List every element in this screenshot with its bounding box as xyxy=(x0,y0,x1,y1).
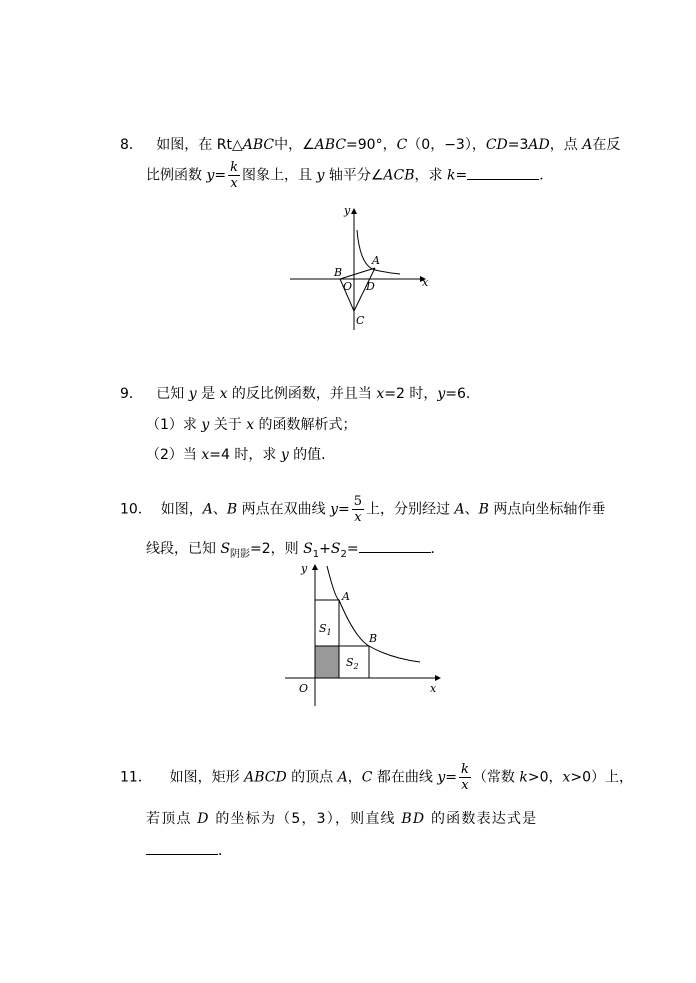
q8-label-C: C xyxy=(356,314,365,327)
q10-label-A: A xyxy=(342,590,350,603)
q10-y-arrow xyxy=(312,564,318,570)
q8-label-x: x xyxy=(422,276,429,289)
q8-y-arrow xyxy=(351,208,357,214)
q10-label-O: O xyxy=(299,682,309,695)
q8-answer-blank[interactable] xyxy=(467,165,539,180)
q10-fraction: $\frac{5}{x}$ xyxy=(353,494,362,525)
q10-curve xyxy=(327,566,420,662)
q10-label-S1: $S_1$ xyxy=(319,622,332,637)
q10-figure xyxy=(285,558,455,708)
q8-figure xyxy=(280,200,440,340)
q9-line1: 9． 已知 y 是 x 的反比例函数，并且当 x=2 时，y=6． xyxy=(120,386,480,402)
q10-x-arrow xyxy=(435,675,441,681)
q11-line1: 11． 如图，矩形 ABCD 的顶点 A，C 都在曲线 y= $\frac{k}{x}$ （常数 k>0，x>0）上， xyxy=(120,762,634,793)
q9-number: 9． xyxy=(120,386,143,402)
q8-line1: 8． 如图，在 Rt△ABC中，∠ABC=90°，C（0，−3），CD=3AD，点 A在反 xyxy=(120,137,621,153)
q8-line2: 比例函数 y= $\frac{k}{x}$ 图象上，且 y 轴平分∠ACB，求 k= ． xyxy=(146,160,554,191)
q11-line2: 若顶点 D 的坐标为（5，3），则直线 BD 的函数表达式是 xyxy=(146,811,538,827)
q10-label-y: y xyxy=(301,562,308,575)
q11-answer-blank[interactable] xyxy=(146,840,218,855)
q10-answer-blank[interactable] xyxy=(359,538,431,553)
q8-label-B: B xyxy=(334,266,343,279)
q10-line2: 线段，已知 $S_{阴影}=2$，则 $S_1+S_2=$ ． xyxy=(146,538,445,560)
q8-label-D: D xyxy=(366,280,375,293)
q9-part2: （2）当 x=4 时，求 y 的值． xyxy=(146,447,336,463)
q8-line-BA xyxy=(340,268,375,279)
q8-curve xyxy=(357,230,400,274)
q10-number: 10． xyxy=(120,501,152,518)
q11-fraction: $\frac{k}{x}$ xyxy=(461,762,469,793)
q8-label-A: A xyxy=(372,254,380,267)
q10-line1: 10． 如图，A、B 两点在双曲线 y= $\frac{5}{x}$ 上，分别经过 A、B 两点向坐标轴作垂 xyxy=(120,494,606,525)
q10-shaded-rect xyxy=(315,646,339,678)
q11-number: 11． xyxy=(120,769,152,786)
q10-label-B: B xyxy=(369,632,378,645)
q10-label-x: x xyxy=(430,682,437,695)
q8-label-y: y xyxy=(344,204,351,217)
q8-fraction: $\frac{k}{x}$ xyxy=(230,160,238,191)
q11-line3: ． xyxy=(146,840,232,860)
q8-label-O: O xyxy=(343,280,353,293)
q10-label-S2: $S_2$ xyxy=(346,656,359,671)
q9-part1: （1）求 y 关于 x 的函数解析式； xyxy=(146,417,357,433)
q8-number: 8． xyxy=(120,137,143,153)
